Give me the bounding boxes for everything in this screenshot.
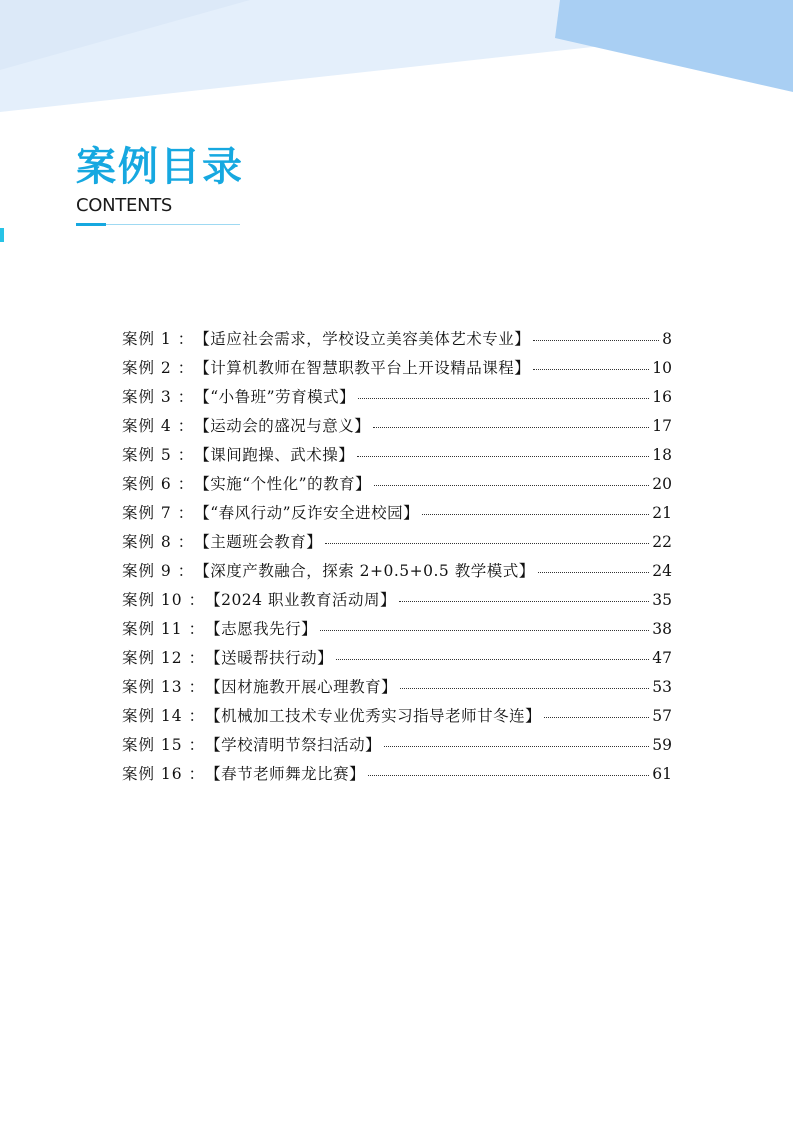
toc-dot-leader [400, 688, 649, 689]
toc-entry-label: 案例 7 ： [122, 504, 195, 522]
toc-entry-title: 【2024 职业教育活动周】 [205, 591, 396, 609]
toc-entry-title: 【志愿我先行】 [205, 620, 318, 638]
toc-entry-label: 案例 3 ： [122, 388, 195, 406]
toc-entry-title: 【学校清明节祭扫活动】 [205, 736, 382, 754]
toc-entry-page: 22 [652, 533, 672, 551]
side-accent-mark [0, 228, 4, 242]
title-divider-accent [76, 223, 106, 226]
toc-entry[interactable] [122, 588, 672, 617]
toc-entry-title: 【机械加工技术专业优秀实习指导老师甘冬连】 [205, 707, 542, 725]
toc-entry-page: 16 [652, 388, 672, 406]
toc-entry[interactable] [122, 675, 672, 704]
toc-entry[interactable] [122, 733, 672, 762]
toc-entry-title: 【运动会的盛况与意义】 [194, 417, 371, 435]
toc-entry-page: 35 [652, 591, 672, 609]
toc-dot-leader [374, 485, 649, 486]
toc-dot-leader [368, 775, 649, 776]
toc-entry-page: 38 [652, 620, 672, 638]
toc-entry-label: 案例 9 ： [122, 562, 195, 580]
toc-entry-title: 【“小鲁班”劳育模式】 [194, 388, 356, 406]
toc-entry-label: 案例 5 ： [122, 446, 195, 464]
toc-entry-title: 【实施“个性化”的教育】 [194, 475, 372, 493]
toc-dot-leader [533, 340, 659, 341]
toc-dot-leader [357, 456, 649, 457]
toc-dot-leader [336, 659, 649, 660]
toc-entry-title: 【因材施教开展心理教育】 [205, 678, 398, 696]
toc-entry-page: 10 [652, 359, 672, 377]
toc-dot-leader [325, 543, 649, 544]
toc-entry-label: 案例 16 ： [122, 765, 206, 783]
toc-dot-leader [422, 514, 649, 515]
toc-dot-leader [544, 717, 649, 718]
toc-entry-title: 【送暖帮扶行动】 [205, 649, 334, 667]
toc-entry-label: 案例 14 ： [122, 707, 206, 725]
toc-entry-title: 【适应社会需求，学校设立美容美体艺术专业】 [194, 330, 531, 348]
toc-entry-page: 20 [652, 475, 672, 493]
toc-entry-label: 案例 1 ： [122, 330, 195, 348]
toc-entry-page: 47 [652, 649, 672, 667]
toc-entry-page: 17 [652, 417, 672, 435]
toc-entry-label: 案例 6 ： [122, 475, 195, 493]
toc-entry-title: 【课间跑操、武术操】 [194, 446, 355, 464]
toc-entry-page: 21 [652, 504, 672, 522]
toc-dot-leader [320, 630, 649, 631]
toc-entry-label: 案例 11 ： [122, 620, 206, 638]
toc-entry-title: 【“春风行动”反诈安全进校园】 [194, 504, 420, 522]
toc-dot-leader [373, 427, 649, 428]
toc-entry[interactable] [122, 472, 672, 501]
toc-entry[interactable] [122, 414, 672, 443]
toc-dot-leader [399, 601, 649, 602]
toc-entry-label: 案例 4 ： [122, 417, 195, 435]
toc-entry-label: 案例 8 ： [122, 533, 195, 551]
toc-entry-page: 8 [662, 330, 672, 348]
toc-entry[interactable] [122, 646, 672, 675]
toc-entry[interactable] [122, 704, 672, 733]
toc-entry[interactable] [122, 327, 672, 356]
header-banner [0, 0, 793, 120]
toc-entry-page: 24 [652, 562, 672, 580]
toc-entry[interactable] [122, 501, 672, 530]
toc-entry-title: 【主题班会教育】 [194, 533, 323, 551]
toc-dot-leader [538, 572, 650, 573]
toc-dot-leader [384, 746, 649, 747]
page-subtitle: CONTENTS [76, 195, 173, 216]
toc-entry-page: 59 [652, 736, 672, 754]
toc-entry-label: 案例 15 ： [122, 736, 206, 754]
toc-entry-title: 【计算机教师在智慧职教平台上开设精品课程】 [194, 359, 531, 377]
toc-entry[interactable] [122, 443, 672, 472]
toc-entry-page: 61 [652, 765, 672, 783]
toc-entry-title: 【春节老师舞龙比赛】 [205, 765, 366, 783]
toc-entry[interactable] [122, 617, 672, 646]
toc-entry[interactable] [122, 530, 672, 559]
table-of-contents [122, 327, 672, 791]
toc-entry[interactable] [122, 559, 672, 588]
toc-entry[interactable] [122, 385, 672, 414]
toc-dot-leader [533, 369, 649, 370]
toc-dot-leader [358, 398, 649, 399]
toc-entry-page: 57 [652, 707, 672, 725]
toc-entry-label: 案例 10 ： [122, 591, 206, 609]
toc-entry-label: 案例 13 ： [122, 678, 206, 696]
toc-entry-page: 53 [652, 678, 672, 696]
page-title: 案例目录 [76, 144, 244, 190]
toc-entry-page: 18 [652, 446, 672, 464]
toc-entry[interactable] [122, 356, 672, 385]
toc-entry[interactable] [122, 762, 672, 791]
toc-entry-label: 案例 2 ： [122, 359, 195, 377]
toc-entry-title: 【深度产教融合，探索 2+0.5+0.5 教学模式】 [194, 562, 535, 580]
toc-entry-label: 案例 12 ： [122, 649, 206, 667]
